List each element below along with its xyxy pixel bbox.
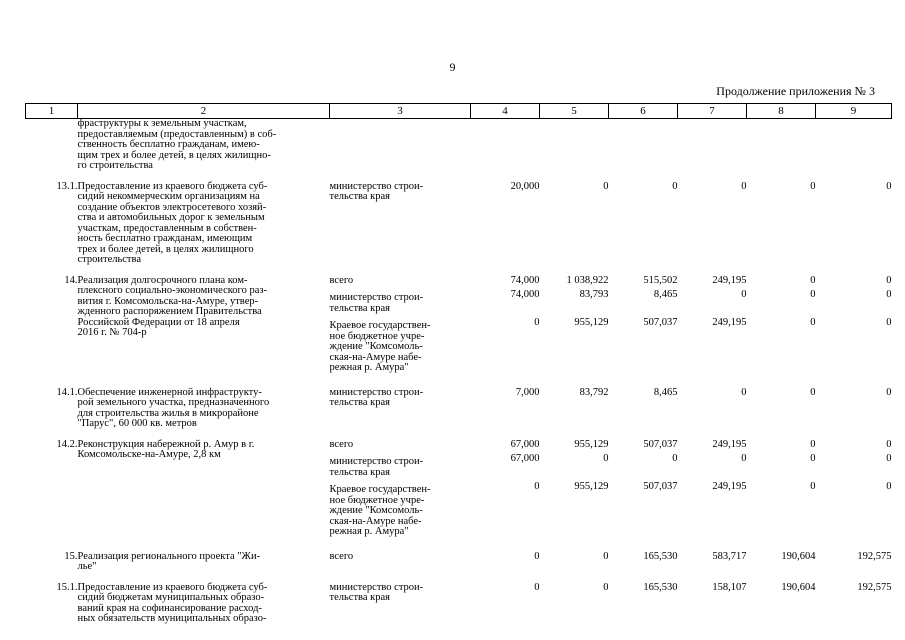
column-number: 2 — [78, 104, 330, 119]
executor-line: режная р. Амура" — [329, 526, 409, 537]
value-cell — [678, 552, 747, 573]
row-spacer-cell — [26, 266, 892, 276]
value-cell — [816, 388, 892, 430]
row-name-line: Реконструкция набережной р. Амур в г. — [77, 438, 255, 450]
value: 192,575 — [857, 550, 892, 562]
row-executors — [330, 182, 471, 266]
value: 249,195 — [712, 274, 747, 286]
value: 0 — [886, 386, 892, 398]
value: 0 — [672, 180, 678, 192]
row-name-line: для строительства жилья в микрорайоне — [77, 407, 259, 419]
page-number: 9 — [449, 60, 456, 74]
table-row — [26, 182, 892, 266]
row-name-line: строительства — [77, 254, 142, 265]
executor-line: ное бюджетное учре- — [329, 330, 425, 342]
column-number: 6 — [609, 104, 678, 119]
executor-line: министерство строи- — [329, 292, 424, 303]
executor-line: тельства края — [329, 302, 390, 314]
row-name — [78, 182, 330, 266]
value: 74,000 — [510, 288, 540, 300]
value: 8,465 — [653, 288, 678, 300]
value-cell — [816, 440, 892, 542]
row-name — [78, 583, 330, 625]
value-cell — [609, 440, 678, 542]
executor-line: тельства края — [329, 592, 390, 603]
row-name-line: Обеспечение инженерной инфраструкту- — [77, 386, 262, 398]
executor-line: режная р. Амура" — [329, 362, 409, 373]
executor-entry — [330, 388, 471, 409]
executor-line: министерство строи- — [329, 581, 424, 593]
value-cell — [540, 552, 609, 573]
value: 190,604 — [781, 550, 816, 562]
executor-entry — [330, 552, 471, 563]
value-cell — [816, 276, 892, 378]
executor-entry — [330, 293, 471, 314]
value: 0 — [886, 274, 892, 286]
column-number: 8 — [747, 104, 816, 119]
value: 955,129 — [574, 316, 609, 328]
value-cell — [471, 583, 540, 625]
value-cell — [747, 583, 816, 625]
value-cell — [471, 276, 540, 378]
row-name-line: плексного социально-экономического раз- — [77, 285, 268, 296]
row-spacer-cell — [26, 430, 892, 440]
row-name-line: трех и более детей, в целях жилищного — [77, 243, 254, 255]
value-cell — [540, 182, 609, 266]
value-cell — [678, 388, 747, 430]
value-cell — [747, 276, 816, 378]
row-name-line: 2016 г. № 704-р — [77, 327, 147, 338]
value: 249,195 — [712, 480, 747, 492]
value: 249,195 — [712, 316, 747, 328]
row-spacer-cell — [26, 378, 892, 388]
row-name-line: Предоставление из краевого бюджета суб- — [77, 180, 268, 192]
value: 0 — [810, 180, 816, 192]
value: 0 — [603, 452, 609, 464]
value: 249,195 — [712, 438, 747, 450]
row-name — [78, 119, 330, 172]
row-executors — [330, 552, 471, 573]
value: 0 — [810, 274, 816, 286]
column-number: 7 — [678, 104, 747, 119]
value: 0 — [886, 180, 892, 192]
row-spacer — [26, 573, 892, 583]
value: 83,792 — [579, 386, 609, 398]
value: 0 — [534, 316, 540, 328]
row-name-line: Комсомольске-на-Амуре, 2,8 км — [77, 449, 221, 460]
value: 192,575 — [857, 581, 892, 593]
executor-line: ская-на-Амуре набе- — [329, 351, 422, 363]
value: 165,530 — [643, 550, 678, 562]
row-name-line: "Парус", 60 000 кв. метров — [77, 418, 197, 429]
value: 20,000 — [510, 180, 540, 192]
value: 0 — [741, 288, 747, 300]
row-spacer — [26, 172, 892, 182]
value-cell — [816, 182, 892, 266]
table-row — [26, 276, 892, 378]
row-name-line: Российской Федерации от 18 апреля — [77, 316, 240, 328]
value-cell — [747, 182, 816, 266]
value-cell — [540, 583, 609, 625]
row-name — [78, 552, 330, 573]
row-name-line: Реализация долгосрочного плана ком- — [77, 274, 248, 286]
value-cell — [747, 388, 816, 430]
row-name-line: создание объектов электросетевого хозяй- — [77, 201, 267, 213]
table-row — [26, 583, 892, 625]
value-cell — [678, 440, 747, 542]
value: 583,717 — [712, 550, 747, 562]
row-name-line: фраструктуры к земельным участкам, — [77, 118, 247, 129]
table-row — [26, 552, 892, 573]
value: 190,604 — [781, 581, 816, 593]
row-name-line: лье" — [77, 561, 97, 572]
value: 0 — [886, 316, 892, 328]
column-number: 4 — [471, 104, 540, 119]
value: 0 — [534, 480, 540, 492]
value: 67,000 — [510, 452, 540, 464]
value-cell — [471, 119, 540, 172]
row-name-line: участкам, предоставленным в собствен- — [77, 222, 257, 234]
value: 158,107 — [712, 581, 747, 593]
row-spacer-cell — [26, 542, 892, 552]
table-body — [26, 119, 892, 625]
value-cell — [678, 583, 747, 625]
value-cell — [609, 276, 678, 378]
row-index: 13.1. — [56, 180, 78, 192]
value-cell — [540, 440, 609, 542]
row-name-line: жденного распоряжением Правительства — [77, 306, 262, 317]
value: 0 — [534, 581, 540, 593]
value: 165,530 — [643, 581, 678, 593]
row-name-line: рой земельного участка, предназначенного — [77, 397, 270, 408]
appendix-continuation-label: Продолжение приложения № 3 — [716, 84, 875, 98]
row-executors — [330, 583, 471, 625]
value: 8,465 — [653, 386, 678, 398]
value: 0 — [886, 438, 892, 450]
column-number: 3 — [330, 104, 471, 119]
executor-entry — [330, 485, 471, 538]
value: 0 — [534, 550, 540, 562]
row-name-line: ных обязательств муниципальных образо- — [77, 613, 267, 624]
row-index: 14.2. — [56, 438, 78, 450]
executor-line: всего — [329, 274, 354, 286]
row-spacer — [26, 266, 892, 276]
executor-entry — [330, 457, 471, 478]
executor-entry — [330, 182, 471, 203]
row-name-line: щим трех и более детей, в целях жилищно- — [77, 149, 271, 161]
row-name-line: сидий бюджетам муниципальных образо- — [77, 592, 265, 603]
value-cell — [609, 119, 678, 172]
value: 0 — [741, 386, 747, 398]
table-row — [26, 388, 892, 430]
row-spacer — [26, 378, 892, 388]
executor-line: министерство строи- — [329, 456, 424, 467]
table-row — [26, 440, 892, 542]
executor-line: ская-на-Амуре набе- — [329, 515, 422, 527]
value-cell — [678, 276, 747, 378]
row-name-line: ственность бесплатно гражданам, имею- — [77, 139, 260, 150]
executor-line: ждение "Комсомоль- — [329, 505, 423, 516]
value-cell — [471, 388, 540, 430]
row-spacer — [26, 430, 892, 440]
value: 507,037 — [643, 480, 678, 492]
value-cell — [747, 552, 816, 573]
table-row — [26, 119, 892, 172]
value: 0 — [603, 581, 609, 593]
executor-line: тельства края — [329, 191, 390, 202]
row-name-line: го строительства — [77, 160, 153, 171]
value: 7,000 — [515, 386, 540, 398]
value-cell — [816, 552, 892, 573]
row-name-line: ства и автомобильных дорог к земельным — [77, 212, 265, 223]
column-number: 1 — [26, 104, 78, 119]
executor-line: Краевое государствен- — [329, 484, 431, 495]
row-executors — [330, 119, 471, 172]
value: 0 — [886, 480, 892, 492]
value: 0 — [810, 452, 816, 464]
row-index: 14.1. — [56, 386, 78, 398]
row-name — [78, 276, 330, 378]
row-index: 15.1. — [56, 581, 78, 593]
column-number-row — [26, 104, 892, 119]
row-spacer — [26, 542, 892, 552]
row-spacer-cell — [26, 172, 892, 182]
row-name-line: предоставляемым (предоставленным) в соб- — [77, 128, 277, 140]
value-cell — [471, 182, 540, 266]
executor-entry — [330, 321, 471, 374]
row-name-line: ность бесплатно гражданам, имеющим — [77, 233, 253, 244]
value: 0 — [810, 438, 816, 450]
executor-line: ждение "Комсомоль- — [329, 341, 423, 352]
value: 0 — [886, 288, 892, 300]
row-name-line: ваний края на софинансирование расход- — [77, 602, 262, 614]
value-cell — [540, 388, 609, 430]
value: 0 — [741, 452, 747, 464]
executor-line: министерство строи- — [329, 180, 424, 192]
value-cell — [540, 119, 609, 172]
row-spacer-cell — [26, 573, 892, 583]
row-name — [78, 388, 330, 430]
value-cell — [609, 583, 678, 625]
value: 74,000 — [510, 274, 540, 286]
value: 83,793 — [579, 288, 609, 300]
executor-line: тельства края — [329, 397, 390, 408]
executor-line: тельства края — [329, 466, 390, 478]
value: 507,037 — [643, 316, 678, 328]
value: 0 — [603, 550, 609, 562]
executor-line: Краевое государствен- — [329, 320, 431, 331]
value-cell — [609, 552, 678, 573]
column-number: 9 — [816, 104, 892, 119]
value-cell — [747, 119, 816, 172]
value-cell — [471, 440, 540, 542]
value: 507,037 — [643, 438, 678, 450]
value: 0 — [810, 480, 816, 492]
value-cell — [816, 119, 892, 172]
column-number: 5 — [540, 104, 609, 119]
executor-entry — [330, 276, 471, 287]
value-cell — [609, 182, 678, 266]
value: 0 — [810, 386, 816, 398]
value: 0 — [603, 180, 609, 192]
value-cell — [747, 440, 816, 542]
row-name-line: Предоставление из краевого бюджета суб- — [77, 581, 268, 593]
value: 0 — [810, 288, 816, 300]
value: 955,129 — [574, 438, 609, 450]
executor-entry — [330, 583, 471, 604]
row-index: 14. — [64, 274, 78, 286]
row-index: 15. — [64, 550, 78, 562]
value-cell — [816, 583, 892, 625]
value: 67,000 — [510, 438, 540, 450]
value: 0 — [810, 316, 816, 328]
row-executors — [330, 276, 471, 378]
row-index — [26, 119, 78, 172]
appendix-table — [25, 103, 892, 625]
row-name-line: вития г. Комсомольска-на-Амуре, утвер- — [77, 295, 259, 307]
value: 1 038,922 — [566, 274, 609, 286]
row-executors — [330, 388, 471, 430]
value-cell — [678, 119, 747, 172]
value-cell — [471, 552, 540, 573]
value: 0 — [886, 452, 892, 464]
value: 515,502 — [643, 274, 678, 286]
row-executors — [330, 440, 471, 542]
executor-entry — [330, 440, 471, 451]
executor-line: министерство строи- — [329, 386, 424, 398]
executor-line: всего — [329, 550, 354, 562]
value-cell — [540, 276, 609, 378]
row-name — [78, 440, 330, 542]
row-name-line: сидий некоммерческим организациям на — [77, 191, 260, 202]
row-name-line: Реализация регионального проекта "Жи- — [77, 550, 261, 562]
executor-line: всего — [329, 438, 354, 450]
value: 0 — [672, 452, 678, 464]
executor-line: ное бюджетное учре- — [329, 494, 425, 506]
value-cell — [609, 388, 678, 430]
value: 0 — [741, 180, 747, 192]
value: 955,129 — [574, 480, 609, 492]
value-cell — [678, 182, 747, 266]
